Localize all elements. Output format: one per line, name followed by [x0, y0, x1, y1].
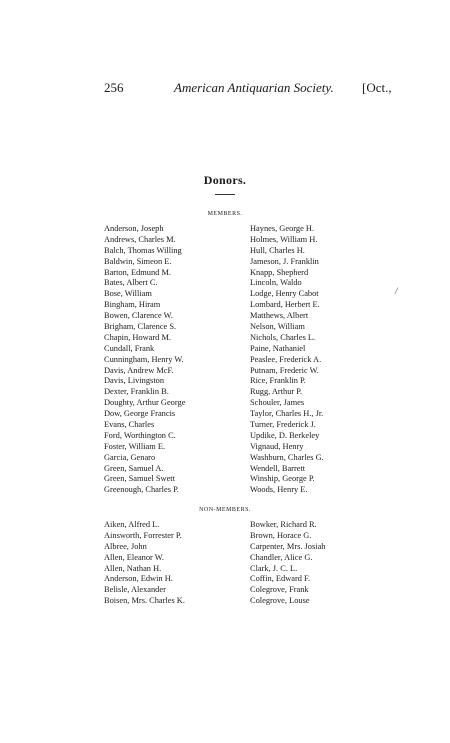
- donor-name: Bingham, Hiram: [104, 300, 161, 310]
- donor-name: Colegrove, Louse: [250, 596, 310, 606]
- donor-name: Baldwin, Simeon E.: [104, 256, 172, 266]
- donor-name: Schouler, James: [250, 398, 305, 408]
- members-right-column: [250, 224, 324, 496]
- donor-name: Washburn, Charles G.: [250, 452, 324, 462]
- donor-name: Holmes, William H.: [250, 234, 318, 244]
- donor-name: Rugg, Arthur P.: [250, 387, 303, 397]
- donor-name: Jameson, J. Franklin: [250, 256, 319, 266]
- donor-name: Brigham, Clarence S.: [104, 322, 177, 332]
- heading-rule: [215, 194, 235, 195]
- pencil-margin-mark: /: [395, 286, 398, 296]
- non-members-right-column: [250, 520, 326, 607]
- donor-name: Paine, Nathaniel: [250, 343, 306, 353]
- non-members-left-column: [104, 520, 185, 607]
- donor-name: Brown, Horace G.: [250, 530, 312, 540]
- donor-name: Nelson, William: [250, 322, 305, 332]
- page-number: 256: [104, 80, 124, 95]
- running-head-title: American Antiquarian Society.: [174, 80, 334, 95]
- donor-name: Bowker, Richard R.: [250, 520, 317, 529]
- donor-name: Rice, Franklin P.: [250, 376, 306, 386]
- donor-name: Hull, Charles H.: [250, 245, 305, 255]
- donor-name: Updike, D. Berkeley: [250, 430, 320, 440]
- donor-name: Aiken, Alfred L.: [104, 520, 160, 529]
- donor-name: Putnam, Frederic W.: [250, 365, 319, 375]
- donor-name: Anderson, Joseph: [104, 224, 164, 233]
- donor-name: Chapin, Howard M.: [104, 332, 171, 342]
- donor-name: Dexter, Franklin B.: [104, 387, 169, 397]
- donor-name: Ford, Worthington C.: [104, 430, 176, 440]
- donor-name: Vignaud, Henry: [250, 441, 304, 451]
- donor-name: Balch, Thomas Willing: [104, 245, 182, 255]
- donor-name: Green, Samuel Swett: [104, 474, 175, 484]
- running-head: [104, 80, 396, 96]
- donor-name: Wendell, Barrett: [250, 463, 306, 473]
- donor-name: Cundall, Frank: [104, 343, 155, 353]
- donor-name: Carpenter, Mrs. Josiah: [250, 541, 326, 551]
- members-subheading: MEMBERS.: [207, 211, 243, 217]
- donor-name: Lodge, Henry Cabot: [250, 289, 319, 299]
- donor-name: Boisen, Mrs. Charles K.: [104, 596, 185, 606]
- donor-name: Bates, Albert C.: [104, 278, 158, 288]
- donor-name: Knapp, Shepherd: [250, 267, 309, 277]
- donor-name: Nichols, Charles L.: [250, 332, 316, 342]
- donor-name: Woods, Henry E.: [250, 485, 308, 495]
- donor-name: Doughty, Arthur George: [104, 398, 186, 408]
- donor-name: Allen, Eleanor W.: [104, 552, 165, 562]
- donor-name: Bowen, Clarence W.: [104, 311, 173, 321]
- donor-name: Albree, John: [104, 541, 147, 551]
- page-heading: Donors.: [203, 173, 247, 187]
- donor-name: Barton, Edmund M.: [104, 267, 171, 277]
- donor-name: Haynes, George H.: [250, 224, 315, 233]
- donor-name: Cunningham, Henry W.: [104, 354, 184, 364]
- donor-name: Lincoln, Waldo: [250, 278, 302, 288]
- donor-name: Anderson, Edwin H.: [104, 574, 173, 584]
- donor-name: Foster, William E.: [104, 441, 166, 451]
- donor-name: Peaslee, Frederick A.: [250, 354, 322, 364]
- donor-name: Ainsworth, Forrester P.: [104, 530, 182, 540]
- donor-name: Greenough, Charles P.: [104, 485, 179, 495]
- donor-name: Green, Samuel A.: [104, 463, 164, 473]
- donor-name: Belisle, Alexander: [104, 585, 166, 595]
- running-head-month: [Oct.,: [362, 80, 392, 95]
- donor-name: Colegrove, Frank: [250, 585, 309, 595]
- donor-name: Andrews, Charles M.: [104, 234, 176, 244]
- donor-name: Turner, Frederick J.: [250, 420, 316, 430]
- donor-name: Clark, J. C. L.: [250, 563, 298, 573]
- donor-name: Bose, William: [104, 289, 152, 299]
- donor-name: Winship, George P.: [250, 474, 315, 484]
- donor-name: Matthews, Albert: [250, 311, 309, 321]
- donor-name: Lombard, Herbert E.: [250, 300, 320, 310]
- donor-name: Coffin, Edward F.: [250, 574, 311, 584]
- donor-name: Dow, George Francis: [104, 409, 176, 419]
- donor-name: Evans, Charles: [104, 420, 155, 430]
- donor-name: Davis, Livingston: [104, 376, 165, 386]
- donor-name: Allen, Nathan H.: [104, 563, 162, 573]
- non-members-subheading: NON-MEMBERS.: [199, 507, 251, 513]
- donor-name: Chandler, Alice G.: [250, 552, 313, 562]
- donor-name: Davis, Andrew McF.: [104, 365, 174, 375]
- members-left-column: [104, 224, 185, 496]
- donor-name: Taylor, Charles H., Jr.: [250, 409, 324, 419]
- donor-name: Garcia, Genaro: [104, 452, 156, 462]
